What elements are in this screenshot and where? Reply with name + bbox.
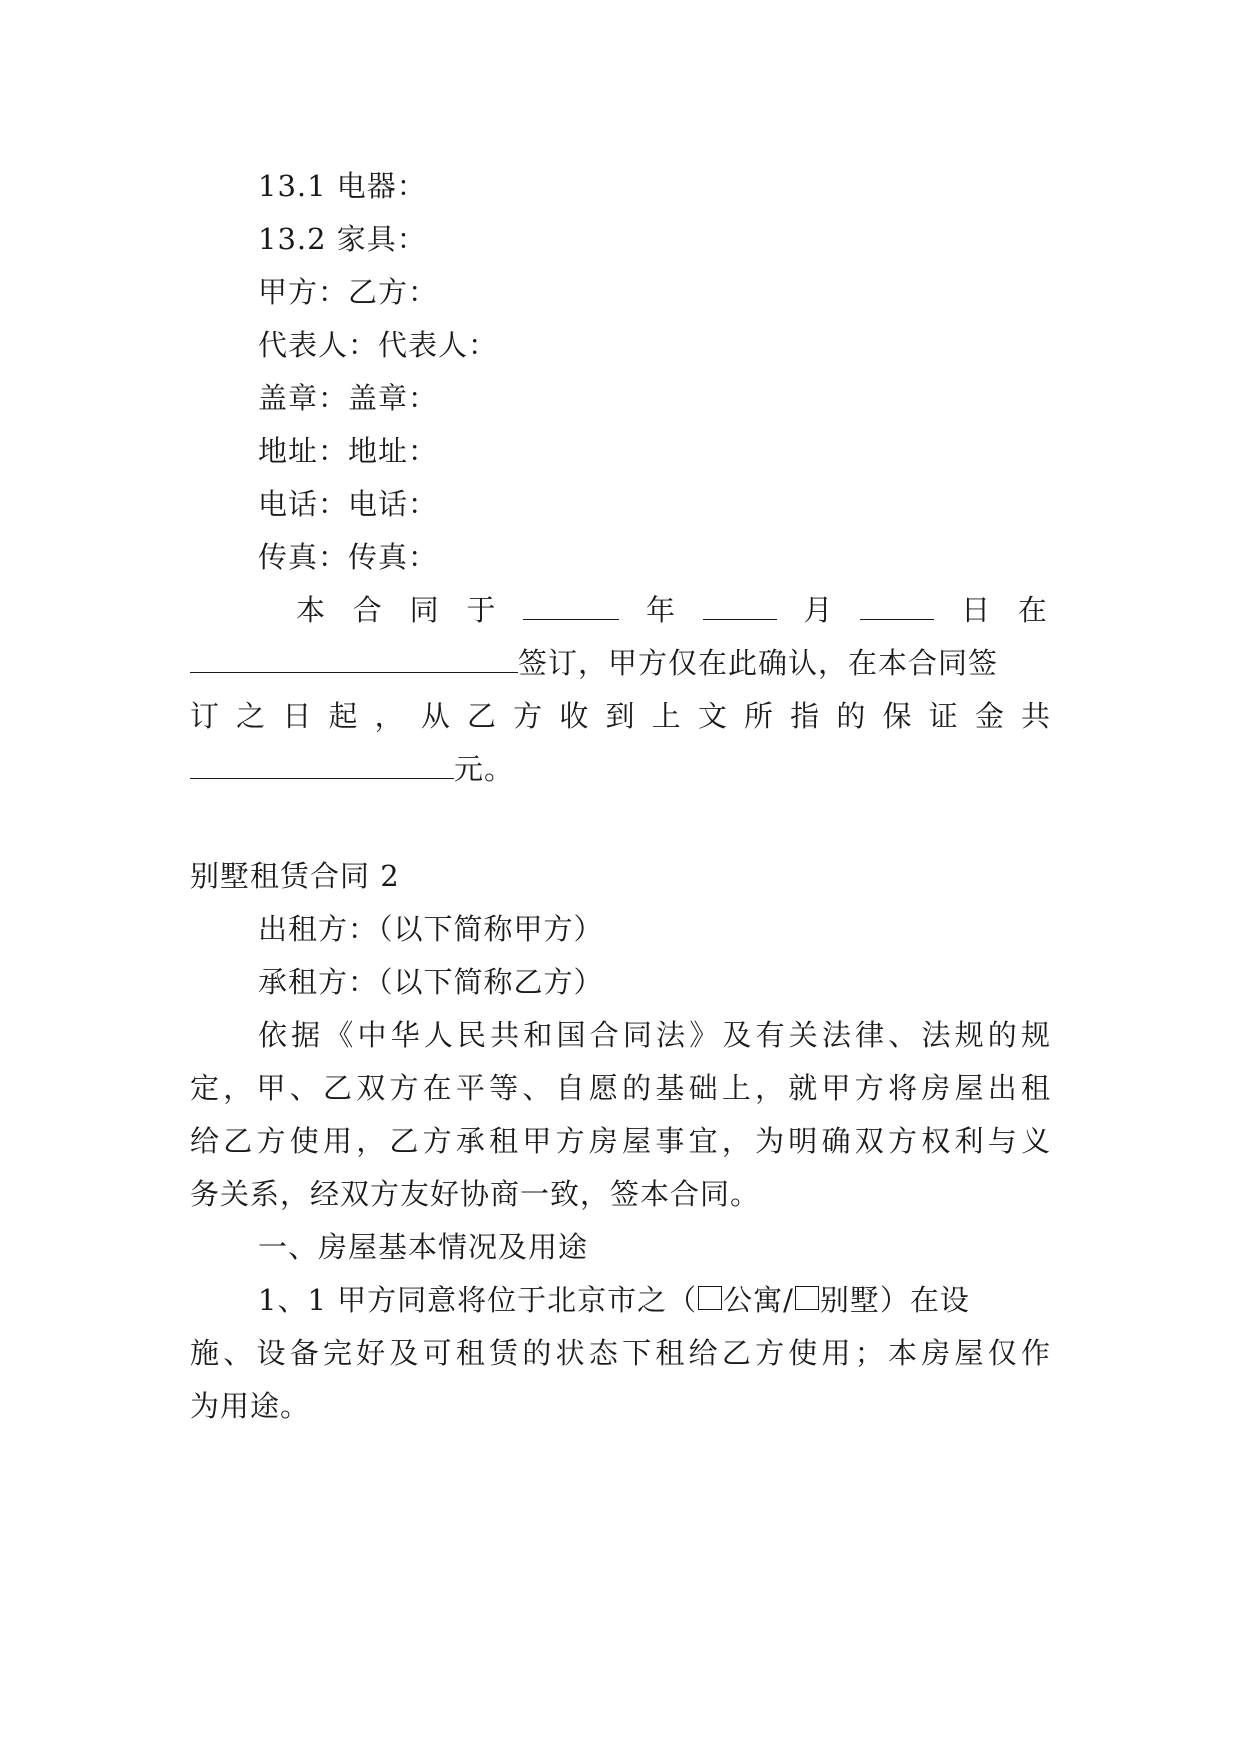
clause-1-1-line-2: 施、设备完好及可租赁的状态下租给乙方使用；本房屋仅作 <box>190 1336 1050 1370</box>
clause-1-1-line-1 <box>258 1280 1050 1320</box>
apartment-checkbox-icon <box>698 1286 722 1310</box>
seal-line: 盖章：盖章： <box>258 381 439 415</box>
year-blank <box>523 593 619 620</box>
lessee-line: 承租方：（以下简称乙方） <box>258 965 604 999</box>
contract-2-title: 别墅租赁合同 2 <box>190 859 400 893</box>
item-13-2: 13.2 家具： <box>258 222 427 256</box>
para1-line-4: 务关系，经双方友好协商一致，签本合同。 <box>190 1177 761 1211</box>
fax-line: 传真：传真： <box>258 540 439 574</box>
para1-line-1: 依据《中华人民共和国合同法》及有关法律、法规的规 <box>258 1018 1050 1052</box>
month-label: 月 <box>803 593 834 627</box>
lessor-line: 出租方：（以下简称甲方） <box>258 912 604 946</box>
clause-1-1-part-c: 别墅）在设 <box>819 1283 970 1317</box>
signed-text: 签订，甲方仅在此确认，在本合同签 <box>518 646 999 680</box>
clause-1-1-part-b: 公寓/ <box>723 1283 794 1317</box>
year-label: 年 <box>645 593 676 627</box>
closing-word-1: 本 <box>296 593 327 627</box>
closing-line-3: 订之日起，从乙方收到上文所指的保证金共 <box>190 699 1050 733</box>
section-1-heading: 一、房屋基本情况及用途 <box>258 1230 589 1264</box>
clause-1-1-line-3: 为用途。 <box>190 1389 311 1423</box>
closing-word-2: 合 <box>352 593 383 627</box>
address-line: 地址：地址： <box>258 434 439 468</box>
para1-line-2: 定，甲、乙双方在平等、自愿的基础上，就甲方将房屋出租 <box>190 1071 1050 1105</box>
party-line: 甲方：乙方： <box>258 275 439 309</box>
villa-checkbox-icon <box>795 1286 819 1310</box>
yuan-label: 元。 <box>454 752 515 786</box>
closing-line-4 <box>190 749 1050 789</box>
place-blank <box>190 646 518 673</box>
item-13-1: 13.1 电器： <box>258 169 427 203</box>
deposit-blank <box>190 752 454 779</box>
para1-line-3: 给乙方使用，乙方承租甲方房屋事宜，为明确双方权利与义 <box>190 1124 1050 1158</box>
closing-line-2 <box>190 643 1050 683</box>
phone-line: 电话：电话： <box>258 487 439 521</box>
closing-word-3: 同 <box>409 593 440 627</box>
closing-line-1 <box>296 590 1048 630</box>
month-blank <box>703 593 777 620</box>
closing-word-4: 于 <box>466 593 497 627</box>
clause-1-1-part-a: 1、1 甲方同意将位于北京市之（ <box>258 1283 698 1317</box>
representative-line: 代表人：代表人： <box>258 328 499 362</box>
day-label: 日 <box>961 593 992 627</box>
at-label: 在 <box>1017 593 1048 627</box>
day-blank <box>860 593 934 620</box>
